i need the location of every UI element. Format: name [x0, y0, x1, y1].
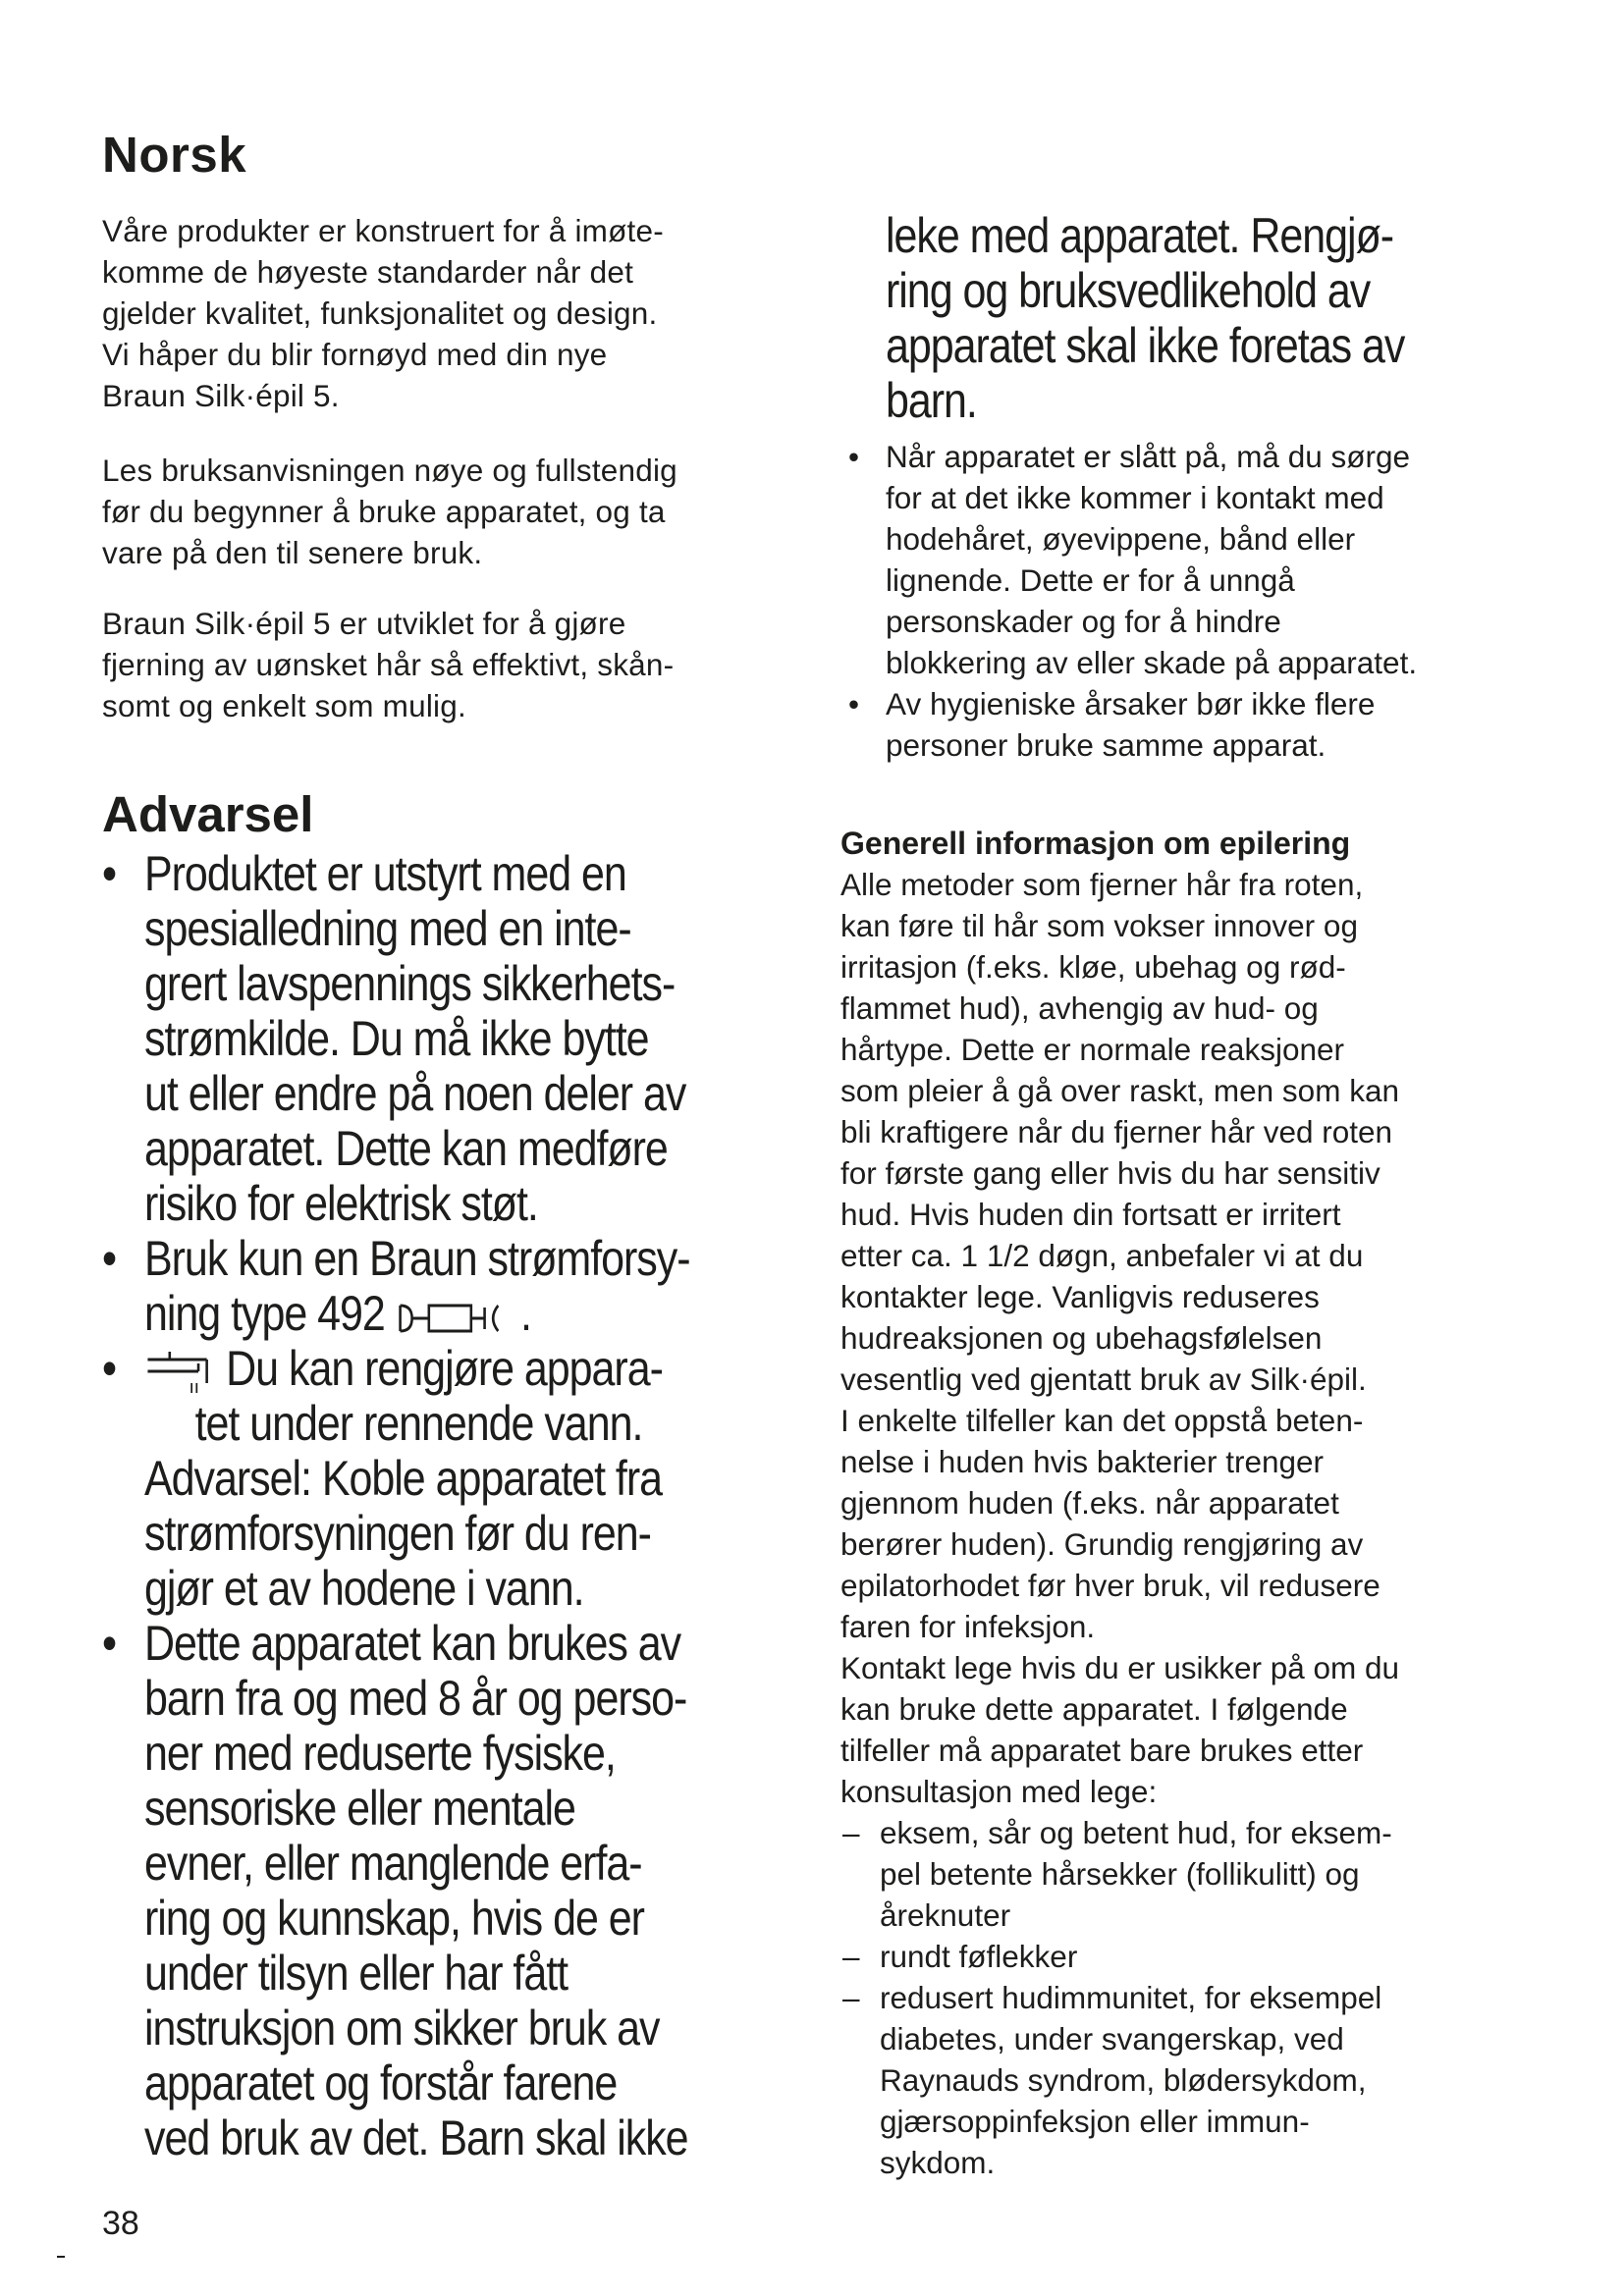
text-line: Du kan rengjøre appara- — [226, 1341, 663, 1396]
text-line: personskader og for å hindre — [886, 604, 1281, 639]
text-line: Når apparatet er slått på, må du sørge — [886, 439, 1411, 474]
warning-item-cleaning — [102, 1341, 811, 1616]
text-line: berører huden). Grundig rengjøring av — [840, 1526, 1364, 1562]
warning-item-electric — [102, 846, 811, 1231]
text-line: epilatorhodet før hver bruk, vil redusere — [840, 1568, 1380, 1603]
text-line: gjør et av hodene i vann. — [144, 1561, 584, 1616]
text-line: evner, eller manglende erfa- — [144, 1836, 642, 1891]
bullet-icon: • — [102, 1616, 117, 1671]
text-line: ut eller endre på noen deler av — [144, 1066, 686, 1121]
text-line: Les bruksanvisningen nøye og fullstendig — [102, 453, 677, 488]
text-line: apparatet. Dette kan medføre — [144, 1121, 668, 1176]
text-line: spesialledning med en inte- — [144, 901, 631, 956]
text-line: vare på den til senere bruk. — [102, 535, 483, 570]
text-line: hodehåret, øyevippene, bånd eller — [886, 521, 1356, 557]
bullet-icon: • — [102, 846, 117, 901]
text-line: for at det ikke kommer i kontakt med — [886, 480, 1384, 515]
text-line: hudreaksjonen og ubehagsfølelsen — [840, 1320, 1323, 1356]
text-line: strømforsyningen før du ren- — [144, 1506, 651, 1561]
text-line: gjærsoppinfeksjon eller immun- — [880, 2104, 1310, 2139]
bullet-item-hygiene — [840, 683, 1547, 766]
text-line: blokkering av eller skade på apparatet. — [886, 645, 1418, 680]
dash-icon: – — [842, 1815, 860, 1850]
dash-icon: – — [842, 1980, 860, 2015]
purpose-paragraph — [102, 603, 674, 726]
bullet-item-contact — [840, 436, 1547, 683]
dash-icon: – — [842, 1939, 860, 1974]
text-line: tet under rennende vann. — [194, 1396, 643, 1451]
text-line: instruksjon om sikker bruk av — [144, 2001, 660, 2056]
text-line: Av hygieniske årsaker bør ikke flere — [886, 686, 1376, 721]
text-line: ning type 492 — [144, 1286, 385, 1341]
list-item — [840, 1936, 1547, 1977]
text-line: hud. Hvis huden din fortsatt er irritert — [840, 1197, 1341, 1232]
text-line: Braun Silk·épil 5. — [102, 378, 340, 413]
text-line: Vi håper du blir fornøyd med din nye — [102, 337, 608, 372]
bullet-icon: • — [848, 686, 860, 721]
tap-water-icon — [144, 1350, 215, 1395]
text-line: sensoriske eller mentale — [144, 1781, 575, 1836]
text-line: pel betente hårsekker (follikulitt) og — [880, 1856, 1360, 1892]
bullet-icon: • — [848, 439, 860, 474]
bullet-icon: • — [102, 1231, 117, 1286]
text-line: Våre produkter er konstruert for å imøte- — [102, 213, 664, 248]
text-line: rundt føflekker — [880, 1939, 1078, 1974]
text-line: gjelder kvalitet, funksjonalitet og design. — [102, 295, 658, 331]
text-line: redusert hudimmunitet, for eksempel — [880, 1980, 1382, 2015]
text-line: ner med reduserte fysiske, — [144, 1726, 616, 1781]
text-line: eksem, sår og betent hud, for eksem- — [880, 1815, 1392, 1850]
text-line: I enkelte tilfeller kan det oppstå beten- — [840, 1403, 1364, 1438]
text-line: før du begynner å bruke apparatet, og ta — [102, 494, 666, 529]
text-line: bli kraftigere når du fjerner hår ved roten — [840, 1114, 1393, 1149]
page-number: 38 — [102, 2205, 139, 2242]
intro-paragraph — [102, 210, 664, 416]
text-line: kan føre til hår som vokser innover og — [840, 908, 1358, 943]
text-line: faren for infeksjon. — [840, 1609, 1096, 1644]
text-line: kontakter lege. Vanligvis reduseres — [840, 1279, 1320, 1314]
text-line: . — [520, 1286, 531, 1341]
text-line: personer bruke samme apparat. — [886, 727, 1326, 763]
text-line: apparatet og forstår farene — [144, 2056, 618, 2110]
text-line: leke med apparatet. Rengjø- — [886, 208, 1394, 263]
edge-mark — [57, 2256, 65, 2258]
section-heading: Generell informasjon om epilering — [840, 826, 1351, 861]
text-line: etter ca. 1 1/2 døgn, anbefaler vi at du — [840, 1238, 1364, 1273]
text-line: flammet hud), avhengig av hud- og — [840, 990, 1319, 1026]
bullet-icon: • — [102, 1341, 117, 1396]
text-line: strømkilde. Du må ikke bytte — [144, 1011, 649, 1066]
warning-continuation — [886, 208, 1612, 428]
text-line: barn fra og med 8 år og perso- — [144, 1671, 687, 1726]
text-line: for første gang eller hvis du har sensitiv — [840, 1155, 1380, 1191]
text-line: Dette apparatet kan brukes av — [144, 1616, 681, 1671]
text-line: fjerning av uønsket hår så effektivt, skån- — [102, 647, 675, 682]
text-line: kan bruke dette apparatet. I følgende — [840, 1691, 1348, 1727]
text-line: grert lavspennings sikkerhets- — [144, 956, 676, 1011]
text-line: ved bruk av det. Barn skal ikke — [144, 2110, 688, 2165]
list-item — [840, 1812, 1547, 1936]
warning-item-children — [102, 1616, 811, 2165]
text-line: ring og bruksvedlikehold av — [886, 263, 1371, 318]
warning-heading: Advarsel — [102, 786, 314, 842]
list-item — [840, 1977, 1547, 2183]
text-line: vesentlig ved gjentatt bruk av Silk·épil. — [840, 1362, 1367, 1397]
text-line: nelse i huden hvis bakterier trenger — [840, 1444, 1325, 1479]
text-line: Braun Silk·épil 5 er utviklet for å gjøre — [102, 606, 626, 641]
text-line: apparatet skal ikke foretas av — [886, 318, 1405, 373]
text-line: diabetes, under svangerskap, ved — [880, 2021, 1344, 2056]
text-line: som pleier å gå over raskt, men som kan — [840, 1073, 1399, 1108]
text-line: Raynauds syndrom, blødersykdom, — [880, 2062, 1367, 2098]
text-line: konsultasjon med lege: — [840, 1774, 1158, 1809]
text-line: barn. — [886, 373, 977, 428]
text-line: Advarsel: Koble apparatet fra — [144, 1451, 663, 1506]
warning-item-power-supply — [102, 1231, 811, 1341]
text-line: komme de høyeste standarder når det — [102, 254, 634, 290]
text-line: tilfeller må apparatet bare brukes etter — [840, 1733, 1364, 1768]
text-line: under tilsyn eller har fått — [144, 1946, 568, 2001]
epilation-info-text — [840, 864, 1547, 2183]
text-line: Kontakt lege hvis du er usikker på om du — [840, 1650, 1400, 1685]
text-line: ring og kunnskap, hvis de er — [144, 1891, 644, 1946]
text-line: sykdom. — [880, 2145, 996, 2180]
text-line: risiko for elektrisk støt. — [144, 1176, 538, 1231]
page-title: Norsk — [102, 127, 247, 183]
text-line: irritasjon (f.eks. kløe, ubehag og rød- — [840, 949, 1346, 985]
text-line: hårtype. Dette er normale reaksjoner — [840, 1032, 1344, 1067]
text-line: Produktet er utstyrt med en — [144, 846, 626, 901]
warning-list — [102, 846, 811, 2165]
text-line: gjennom huden (f.eks. når apparatet — [840, 1485, 1339, 1521]
text-line: somt og enkelt som mulig. — [102, 688, 466, 723]
text-line: Bruk kun en Braun strømforsy- — [144, 1231, 690, 1286]
contraindication-list — [840, 1812, 1547, 2183]
power-supply-icon — [396, 1298, 520, 1337]
safety-bullet-list — [840, 436, 1547, 766]
read-instructions-paragraph — [102, 450, 677, 573]
text-line: lignende. Dette er for å unngå — [886, 562, 1295, 598]
text-line: åreknuter — [880, 1897, 1011, 1933]
text-line: Alle metoder som fjerner hår fra roten, — [840, 867, 1364, 902]
